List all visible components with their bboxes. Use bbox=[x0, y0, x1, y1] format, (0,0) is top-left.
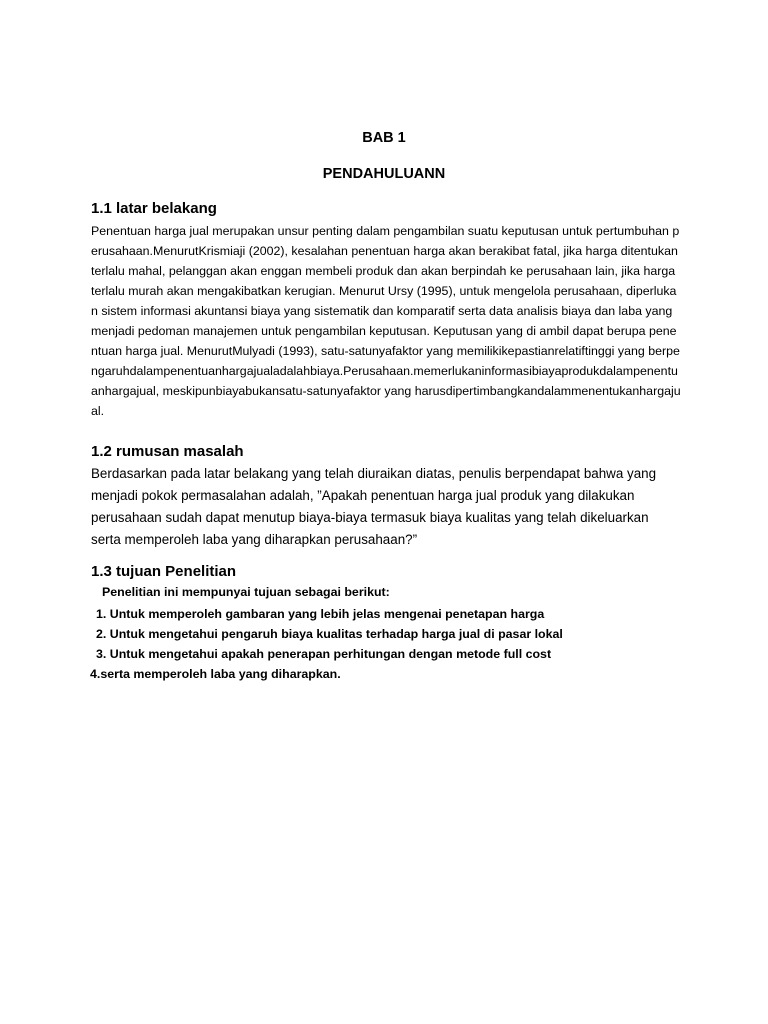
section-heading-latar-belakang: 1.1 latar belakang bbox=[91, 200, 217, 217]
list-item: 2. Untuk mengetahui pengaruh biaya kualitas terhadap harga jual di pasar lokal bbox=[96, 627, 563, 641]
section-heading-rumusan-masalah: 1.2 rumusan masalah bbox=[91, 443, 244, 460]
list-item: 3. Untuk mengetahui apakah penerapan perhitungan dengan metode full cost bbox=[96, 647, 552, 661]
section-body-latar-belakang: Penentuan harga jual merupakan unsur penting dalam pengambilan suatu keputusan untuk pertumbuhan perusahaan.MenurutKrismiaji (2002), kesalahan penentuan harga akan berakibat fatal, jika harga ditentukan terlalu mahal, pelanggan akan enggan membeli produk dan akan berpindah ke perusahaan lain, jika harga terlalu murah akan mengakibatkan kerugian. Menurut Ursy (1995), untuk mengelola perusahaan, diperlukan sistem informasi akuntansi biaya yang sistematik dan komparatif serta data analisis biaya dan laba yang menjadi pedoman manajemen untuk pengambilan keputusan. Keputusan yang di ambil dapat berupa penentuan harga jual. MenurutMulyadi (1993), satu-satunyafaktor yang memilikikepastianrelatiftinggi yang berpengaruhdalampenentuanhargajualadalahbiaya.Perusahaan.memerlukaninformasibiayaprodukdalampenentuanhargajual, meskipunbiayabukansatu-satunyafaktor yang harusdipertimbangkandalammenentukanhargajual. bbox=[91, 224, 681, 418]
list-item: 1. Untuk memperoleh gambaran yang lebih jelas mengenai penetapan harga bbox=[96, 607, 545, 621]
chapter-title: PENDAHULUANN bbox=[322, 166, 446, 182]
chapter-label: BAB 1 bbox=[362, 130, 406, 146]
section-heading-tujuan-penelitian: 1.3 tujuan Penelitian bbox=[91, 563, 237, 580]
goals-list bbox=[90, 604, 563, 684]
section-intro-tujuan: Penelitian ini mempunyai tujuan sebagai berikut: bbox=[102, 585, 390, 599]
section-body-rumusan-masalah: Berdasarkan pada latar belakang yang telah diuraikan diatas, penulis berpendapat bahwa yang menjadi pokok permasalahan adalah, ”Apakah penentuan harga jual produk yang dilakukan perusahaan sudah dapat menutup biaya-biaya termasuk biaya kualitas yang telah dikeluarkan serta memperoleh laba yang diharapkan perusahaan?” bbox=[91, 466, 657, 547]
list-item: 4.serta memperoleh laba yang diharapkan. bbox=[90, 667, 341, 681]
